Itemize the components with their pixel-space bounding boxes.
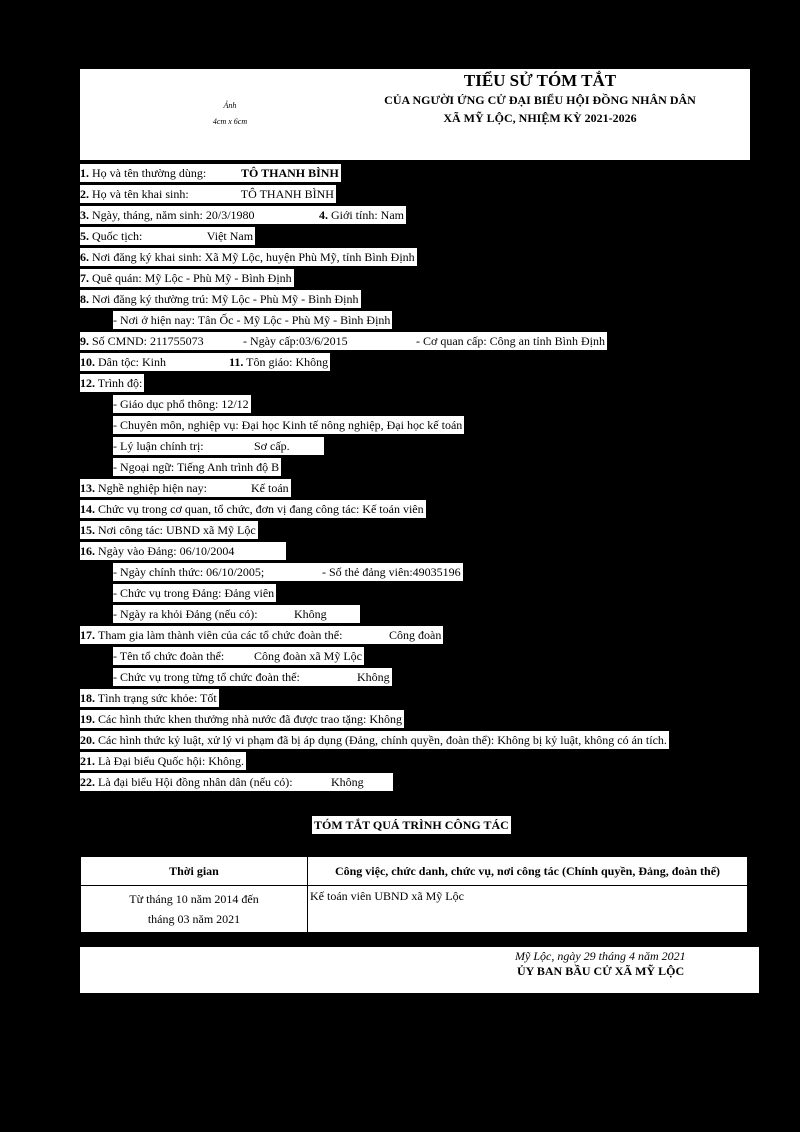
field-health: 18. Tình trạng sức khỏe: Tốt [80, 691, 217, 705]
field-hometown: 7. Quê quán: Mỹ Lộc - Phù Mỹ - Bình Định [80, 271, 292, 285]
work-history-table [80, 856, 748, 933]
signing-date: Mỹ Lộc, ngày 29 tháng 4 năm 2021 [515, 949, 686, 963]
field-id-card: 9. Số CMND: 211755073 - Ngày cấp:03/6/2015 - Cơ quan cấp: Công an tỉnh Bình Định [80, 334, 605, 348]
field-awards: 19. Các hình thức khen thưởng nhà nước đã được trao tặng: Không [80, 712, 402, 726]
field-common-name: 1. Họ và tên thường dùng: TÔ THANH BÌNH [80, 166, 339, 180]
document-subtitle: CỦA NGƯỜI ỨNG CỬ ĐẠI BIỂU HỘI ĐỒNG NHÂN DÂN [384, 93, 696, 107]
work-description-cell: Kế toán viên UBND xã Mỹ Lộc [308, 886, 748, 933]
document-title: TIỂU SỬ TÓM TẮT [463, 71, 617, 90]
document-header [80, 69, 750, 160]
field-birth-name: 2. Họ và tên khai sinh: TÔ THANH BÌNH [80, 187, 334, 201]
work-period-cell: Từ tháng 10 năm 2014 đến tháng 03 năm 2021 [81, 886, 308, 933]
field-birth-date-gender: 3. Ngày, tháng, năm sinh: 20/3/1980 4. Giới tính: Nam [80, 208, 405, 222]
field-general-education: - Giáo dục phổ thông: 12/12 [113, 397, 249, 411]
field-party-leave-date: - Ngày ra khỏi Đảng (nếu có): Không [113, 605, 360, 623]
column-header-description: Công việc, chức danh, chức vụ, nơi công tác (Chính quyền, Đảng, đoàn thể) [308, 857, 748, 886]
field-education: 12. Trình độ: [80, 376, 143, 390]
field-ethnicity-religion: 10. Dân tộc: Kinh 11. Tôn giáo: Không [80, 355, 329, 369]
field-foreign-language: - Ngoại ngữ: Tiếng Anh trình độ B [113, 460, 280, 474]
table-header-row [81, 857, 748, 886]
field-permanent-residence: 8. Nơi đăng ký thường trú: Mỹ Lộc - Phù Mỹ - Bình Định [80, 292, 359, 306]
photo-placeholder-label: Ảnh [223, 101, 237, 110]
field-organization-position: - Chức vụ trong từng tổ chức đoàn thể: Không [113, 670, 390, 684]
field-workplace: 15. Nơi công tác: UBND xã Mỹ Lộc [80, 523, 256, 537]
field-peoples-council: 22. Là đại biểu Hội đồng nhân dân (nếu có): Không [80, 773, 393, 791]
field-nationality: 5. Quốc tịch: Việt Nam [80, 229, 254, 243]
photo-placeholder-size: 4cm x 6cm [212, 117, 248, 126]
field-position: 14. Chức vụ trong cơ quan, tổ chức, đơn vị đang công tác: Kế toán viên [80, 502, 424, 516]
work-history-title: TÓM TẮT QUÁ TRÌNH CÔNG TÁC [314, 818, 509, 832]
field-occupation: 13. Nghề nghiệp hiện nay: Kế toán [80, 481, 289, 495]
field-party-position: - Chức vụ trong Đảng: Đảng viên [113, 586, 275, 600]
field-national-assembly: 21. Là Đại biểu Quốc hội: Không. [80, 754, 244, 768]
field-discipline: 20. Các hình thức kỷ luật, xử lý vi phạm đã bị áp dụng (Đảng, chính quyền, đoàn thể): Không bị kỷ luật, không có án tích. [80, 733, 667, 747]
document-footer [80, 947, 759, 993]
document-subtitle-term: XÃ MỸ LỘC, NHIỆM KỲ 2021-2026 [443, 111, 637, 125]
issuing-committee: ỦY BAN BẦU CỬ XÃ MỸ LỘC [517, 964, 685, 978]
field-party-join-date: 16. Ngày vào Đảng: 06/10/2004 [80, 542, 286, 560]
field-birth-registration: 6. Nơi đăng ký khai sinh: Xã Mỹ Lộc, huyện Phù Mỹ, tỉnh Bình Định [80, 250, 415, 264]
column-header-time: Thời gian [81, 857, 308, 886]
field-current-residence: - Nơi ở hiện nay: Tân Ốc - Mỹ Lộc - Phù Mỹ - Bình Định [113, 313, 391, 327]
field-organization-name: - Tên tổ chức đoàn thể: Công đoàn xã Mỹ Lộc [113, 649, 362, 663]
field-political-theory: - Lý luận chính trị: Sơ cấp. [113, 437, 324, 455]
field-mass-organizations: 17. Tham gia làm thành viên của các tổ chức đoàn thể: Công đoàn [80, 628, 442, 642]
table-row [81, 886, 748, 933]
field-party-official-date: - Ngày chính thức: 06/10/2005; - Số thẻ đảng viên:49035196 [113, 565, 461, 579]
field-professional-qualification: - Chuyên môn, nghiệp vụ: Đại học Kinh tế nông nghiệp, Đại học kế toán [113, 418, 463, 432]
